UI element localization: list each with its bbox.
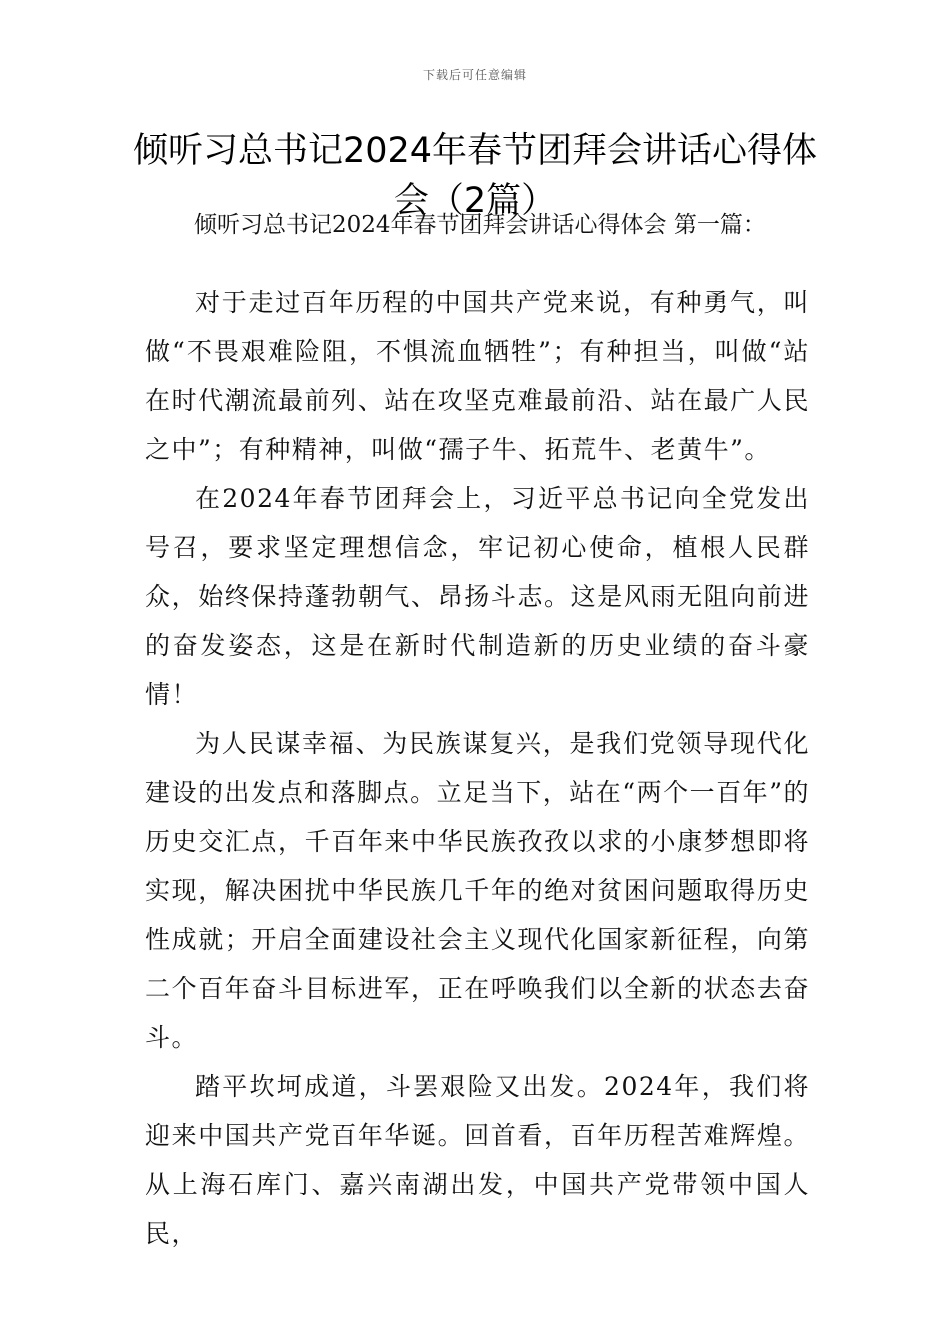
paragraph: 对于走过百年历程的中国共产党来说，有种勇气，叫做“不畏艰难险阻，不惧流血牺牲”；有种担当，叫做“站在时代潮流最前列、站在攻坚克难最前沿、站在最广人民之中”；有种精神，叫做“孺子牛、拓荒牛、老黄牛”。 — [145, 288, 810, 464]
paragraph: 踏平坎坷成道，斗罢艰险又出发。2024年，我们将迎来中国共产党百年华诞。回首看，百年历程苦难辉煌。从上海石库门、嘉兴南湖出发，中国共产党带领中国人民， — [145, 1072, 810, 1248]
paragraph: 为人民谋幸福、为民族谋复兴，是我们党领导现代化建设的出发点和落脚点。立足当下，站在“两个一百年”的历史交汇点，千百年来中华民族孜孜以求的小康梦想即将实现，解决困扰中华民族几千年的绝对贫困问题取得历史性成就；开启全面建设社会主义现代化国家新征程，向第二个百年奋斗目标进军，正在呼唤我们以全新的状态去奋斗。 — [145, 729, 810, 1052]
section-subtitle: 倾听习总书记2024年春节团拜会讲话心得体会 第一篇： — [194, 212, 766, 238]
paragraph: 在2024年春节团拜会上，习近平总书记向全党发出号召，要求坚定理想信念，牢记初心使命，植根人民群众，始终保持蓬勃朝气、昂扬斗志。这是风雨无阻向前进的奋发姿态，这是在新时代制造新的历史业绩的奋斗豪情！ — [145, 484, 810, 709]
body-text — [145, 278, 810, 1258]
header-note: 下载后可任意编辑 — [422, 68, 527, 82]
document-title: 倾听习总书记2024年春节团拜会讲话心得体会（2篇） — [132, 131, 818, 221]
